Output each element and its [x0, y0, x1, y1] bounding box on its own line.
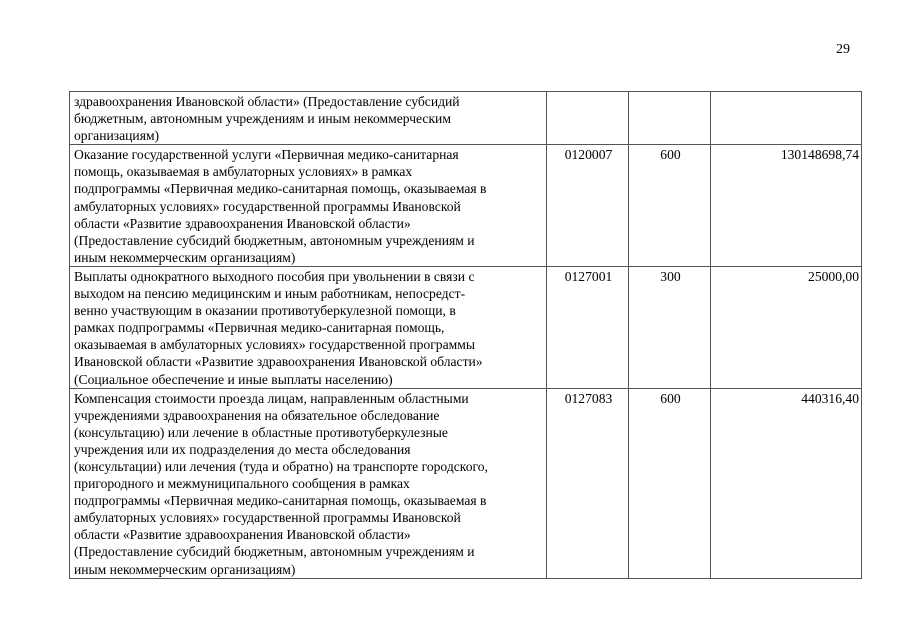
amount: 130148698,74: [711, 145, 862, 267]
description-line: рамках подпрограммы «Первичная медико-санитарная помощь,: [74, 320, 445, 336]
description-line: (Социальное обеспечение и иные выплаты населению): [74, 371, 393, 387]
description-line: организациям): [74, 128, 160, 144]
description-line: бюджетным, автономным учреждениям и иным некоммерческим: [74, 111, 451, 127]
description-line: подпрограммы «Первичная медико-санитарная помощь, оказываемая в: [74, 493, 487, 509]
row-description: [70, 388, 547, 578]
description-line: области «Развитие здравоохранения Ивановской области»: [74, 215, 411, 231]
description-line: подпрограммы «Первичная медико-санитарная помощь, оказываемая в: [74, 181, 487, 197]
budget-table: [69, 91, 862, 579]
description-line: помощь, оказываемая в амбулаторных условиях» в рамках: [74, 164, 413, 180]
expense-type-code: [629, 92, 711, 145]
description-line: амбулаторных условиях» государственной программы Ивановской: [74, 198, 461, 214]
description-line: учреждениями здравоохранения на обязательное обследование: [74, 407, 440, 423]
description-line: венно участвующим в оказании противотуберкулезной помощи, в: [74, 303, 456, 319]
table-row: [70, 266, 862, 388]
table-row: [70, 145, 862, 267]
target-article-code: 0127083: [547, 388, 629, 578]
description-line: здравоохранения Ивановской области» (Предоставление субсидий: [74, 94, 460, 109]
target-article-code: 0120007: [547, 145, 629, 267]
description-line: оказываемая в амбулаторных условиях» государственной программы: [74, 337, 475, 353]
description-line: Ивановской области «Развитие здравоохранения Ивановской области»: [74, 354, 483, 370]
description-line: иным некоммерческим организациям): [74, 561, 296, 577]
expense-type-code: 600: [629, 388, 711, 578]
description-line: выходом на пенсию медицинским и иным работникам, непосредст-: [74, 286, 466, 302]
row-description: [70, 92, 547, 145]
target-article-code: 0127001: [547, 266, 629, 388]
description-line: области «Развитие здравоохранения Ивановской области»: [74, 527, 411, 543]
description-line: учреждения или их подразделения до места обследования: [74, 441, 411, 457]
amount: [711, 92, 862, 145]
table-row: [70, 388, 862, 578]
page-number: 29: [836, 42, 850, 57]
description-line: пригородного и межмуниципального сообщения в рамках: [74, 476, 410, 492]
amount: 440316,40: [711, 388, 862, 578]
row-description: [70, 266, 547, 388]
amount: 25000,00: [711, 266, 862, 388]
description-line: Выплаты однократного выходного пособия при увольнении в связи с: [74, 268, 475, 284]
description-line: амбулаторных условиях» государственной программы Ивановской: [74, 510, 461, 526]
description-line: (консультацию) или лечение в областные противотуберкулезные: [74, 424, 448, 440]
expense-type-code: 300: [629, 266, 711, 388]
description-line: (консультации) или лечения (туда и обратно) на транспорте городского,: [74, 458, 488, 474]
expense-type-code: 600: [629, 145, 711, 267]
description-line: (Предоставление субсидий бюджетным, автономным учреждениям и: [74, 232, 475, 248]
target-article-code: [547, 92, 629, 145]
description-line: Компенсация стоимости проезда лицам, направленным областными: [74, 390, 469, 406]
row-description: [70, 145, 547, 267]
description-line: иным некоммерческим организациям): [74, 249, 296, 265]
table-row: [70, 92, 862, 145]
description-line: (Предоставление субсидий бюджетным, автономным учреждениям и: [74, 544, 475, 560]
description-line: Оказание государственной услуги «Первичная медико-санитарная: [74, 147, 459, 163]
